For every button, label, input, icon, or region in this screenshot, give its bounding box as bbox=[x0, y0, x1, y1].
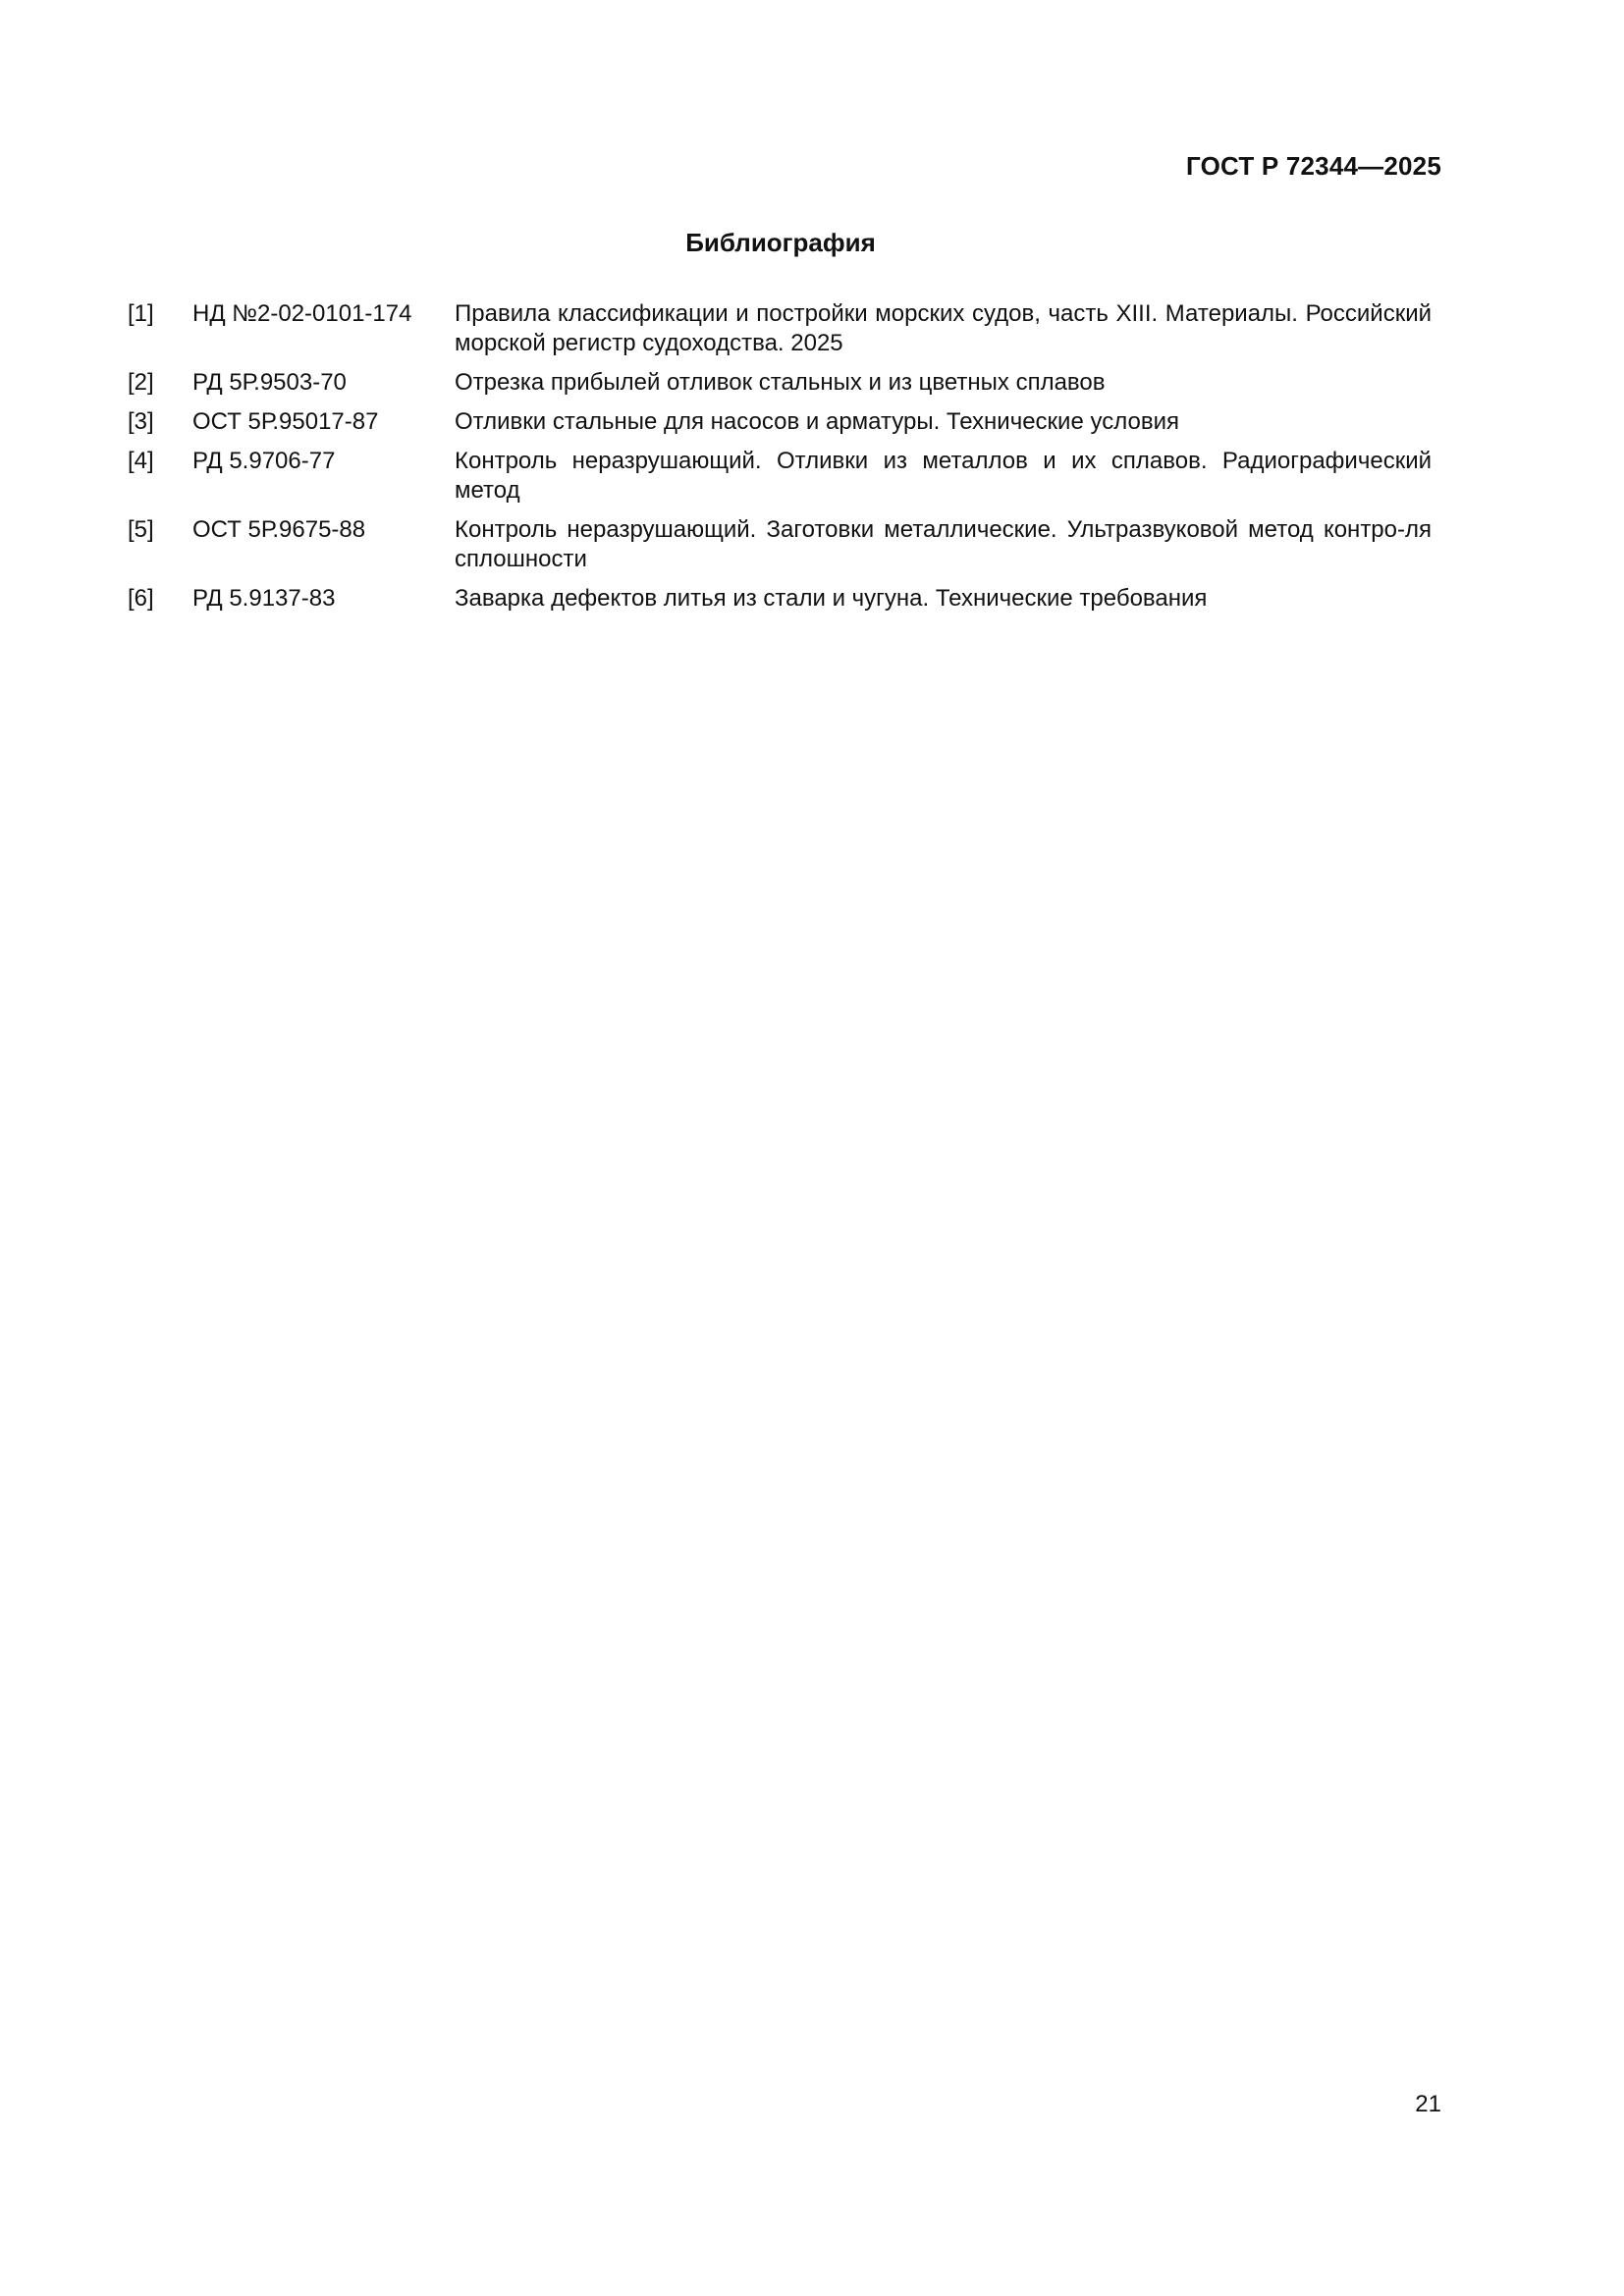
entry-code: НД №2-02-0101-174 bbox=[192, 300, 412, 327]
entry-code: РД 5Р.9503-70 bbox=[192, 369, 347, 396]
bibliography-list bbox=[128, 299, 1432, 623]
entry-number: [3] bbox=[128, 408, 154, 435]
entry-code: РД 5.9137-83 bbox=[192, 585, 336, 612]
entry-title: Отливки стальные для насосов и арматуры. Технические условия bbox=[455, 408, 1179, 435]
bibliography-entry bbox=[128, 299, 1432, 358]
entry-number: [4] bbox=[128, 448, 154, 474]
entry-title: Правила классификации и постройки морских судов, часть XIII. Материалы. Российский морской регистр судоходства. 2025 bbox=[455, 300, 1432, 356]
page-number: 21 bbox=[1415, 2091, 1441, 2117]
entry-number: [1] bbox=[128, 300, 154, 327]
bibliography-entry bbox=[128, 407, 1432, 437]
entry-number: [6] bbox=[128, 585, 154, 612]
document-code: ГОСТ Р 72344—2025 bbox=[1186, 151, 1441, 181]
entry-title: Контроль неразрушающий. Отливки из металлов и их сплавов. Радиографический метод bbox=[455, 448, 1432, 504]
entry-code: ОСТ 5Р.95017-87 bbox=[192, 408, 379, 435]
entry-code: ОСТ 5Р.9675-88 bbox=[192, 516, 366, 543]
page-title: Библиография bbox=[685, 228, 876, 257]
bibliography-entry bbox=[128, 584, 1432, 614]
entry-title: Отрезка прибылей отливок стальных и из цветных сплавов bbox=[455, 369, 1106, 396]
entry-number: [2] bbox=[128, 369, 154, 396]
bibliography-entry bbox=[128, 447, 1432, 506]
bibliography-entry bbox=[128, 515, 1432, 574]
entry-number: [5] bbox=[128, 516, 154, 543]
bibliography-entry bbox=[128, 368, 1432, 398]
entry-code: РД 5.9706-77 bbox=[192, 448, 336, 474]
entry-title: Контроль неразрушающий. Заготовки металлические. Ультразвуковой метод контро-ля сплошности bbox=[455, 516, 1432, 572]
entry-title: Заварка дефектов литья из стали и чугуна. Технические требования bbox=[455, 585, 1208, 612]
